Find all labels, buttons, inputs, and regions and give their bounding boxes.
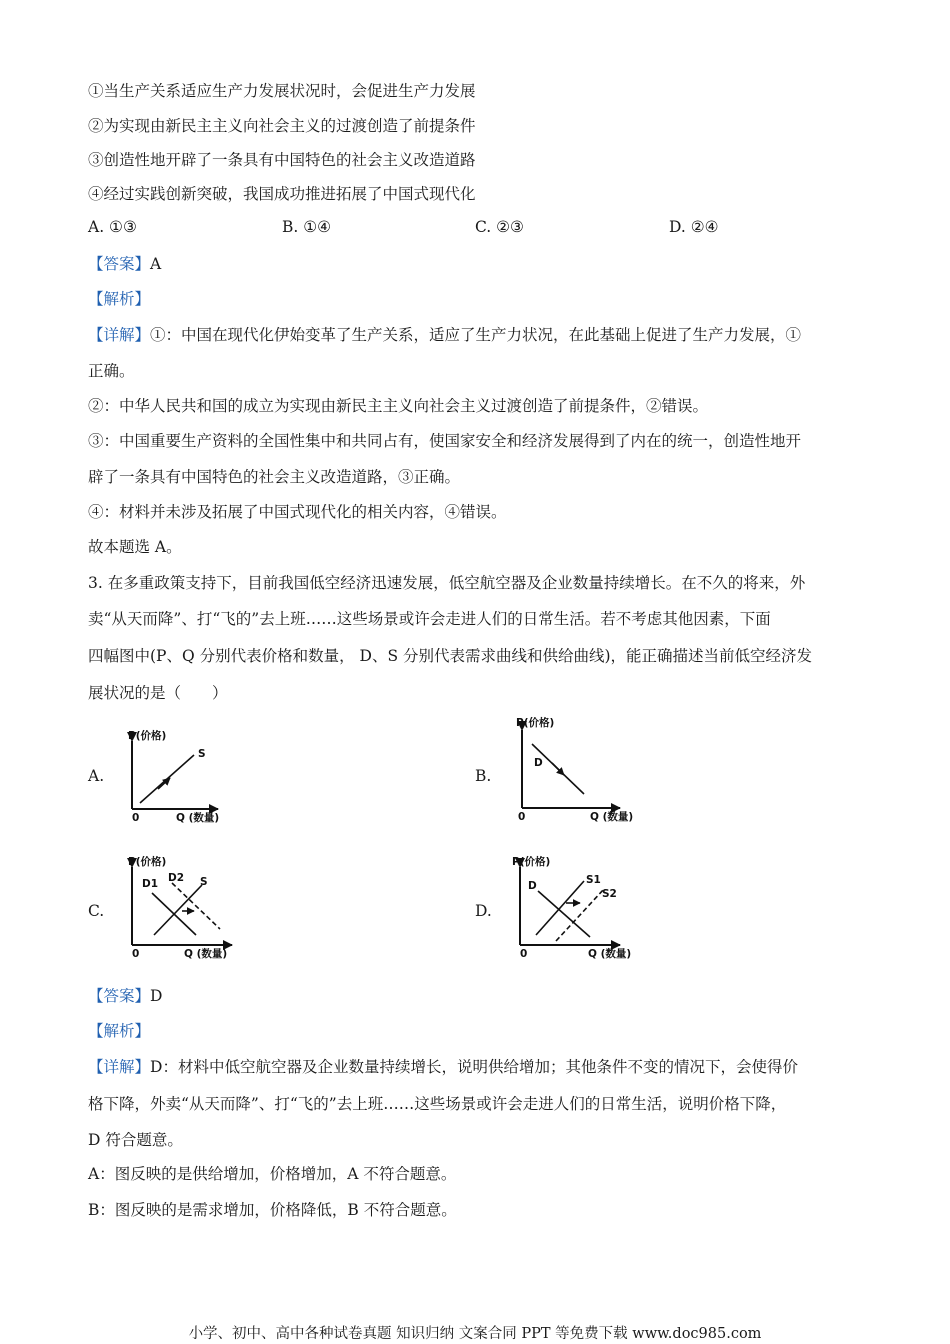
graph-c-curve-d2: D2: [168, 872, 185, 884]
graph-d-p-axis-label: P(价格): [512, 856, 551, 868]
q3-answer: [88, 985, 162, 1007]
q2-answer: [88, 253, 161, 275]
graph-a-supply-curve: [140, 755, 194, 803]
answer-value: D: [150, 987, 163, 1005]
graph-c-d2-curve: [172, 883, 220, 929]
graph-c-q-axis-label: Q (数量): [184, 948, 228, 960]
answer-tag: 【答案】: [88, 255, 151, 273]
graph-a-q-axis-label: Q (数量): [176, 812, 220, 824]
detail-tag: 【详解】: [88, 1058, 151, 1076]
q2-detail-5: 辟了一条具有中国特色的社会主义改造道路，③正确。: [88, 468, 461, 486]
q2-item-4: ④经过实践创新突破，我国成功推进拓展了中国式现代化: [88, 185, 476, 203]
q2-option-d: D. ②④: [669, 218, 719, 236]
q2-option-b: B. ①④: [282, 218, 332, 236]
graph-d-curve-d: D: [528, 880, 537, 892]
q3-stem-1: 3. 在多重政策支持下，目前我国低空经济迅速发展，低空航空器及企业数量持续增长。在不久的将来，外: [88, 574, 806, 592]
graph-d-demand-curve: [538, 891, 590, 937]
graph-c-s-curve: [154, 885, 202, 935]
graph-b: [508, 714, 653, 826]
graph-b-label: B.: [475, 767, 492, 785]
graph-b-origin: 0: [518, 811, 526, 823]
answer-tag: 【答案】: [88, 987, 151, 1005]
graph-d-curve-s2: S2: [602, 888, 617, 900]
graph-c-curve-s: S: [200, 876, 208, 888]
q3-detail-3: D 符合题意。: [88, 1131, 183, 1149]
detail-tag: 【详解】: [88, 326, 151, 344]
graph-d-q-axis-label: Q (数量): [588, 948, 632, 960]
q3-detail-4: A：图反映的是供给增加，价格增加，A 不符合题意。: [88, 1165, 457, 1183]
q2-detail-2: 正确。: [88, 362, 135, 380]
q2-item-2: ②为实现由新民主主义向社会主义的过渡创造了前提条件: [88, 117, 476, 135]
q3-stem-4: 展状况的是（ ）: [88, 684, 228, 702]
q3-stem-2: 卖“从天而降”、打“飞的”去上班……这些场景或许会走进人们的日常生活。若不考虑其他因素，下面: [88, 610, 771, 628]
graph-c-curve-d1: D1: [142, 878, 159, 890]
q3-stem-3: 四幅图中(P、Q 分别代表价格和数量， D、S 分别代表需求曲线和供给曲线)，能正确描述当前低空经济发: [88, 647, 813, 665]
analysis-tag: 【解析】: [88, 290, 151, 308]
detail-text: D：材料中低空航空器及企业数量持续增长，说明供给增加；其他条件不变的情况下，会使得价: [150, 1058, 798, 1076]
q2-item-3: ③创造性地开辟了一条具有中国特色的社会主义改造道路: [88, 151, 476, 169]
graph-c: [122, 853, 262, 963]
graph-a-label: A.: [88, 767, 105, 785]
graph-c-p-axis-label: P(价格): [128, 856, 167, 868]
q3-detail-2: 格下降，外卖“从天而降”、打“飞的”去上班……这些场景或许会走进人们的日常生活，说明价格下降，: [88, 1095, 787, 1113]
graph-b-p-axis-label: P(价格): [516, 717, 555, 729]
graph-d-origin: 0: [520, 948, 528, 960]
q2-option-a: A. ①③: [88, 218, 137, 236]
q2-analysis: [88, 288, 150, 310]
graph-a: [118, 727, 258, 827]
q2-detail-4: ③：中国重要生产资料的全国性集中和共同占有，使国家安全和经济发展得到了内在的统一，创造性地开: [88, 432, 802, 450]
q2-detail-3: ②：中华人民共和国的成立为实现由新民主主义向社会主义过渡创造了前提条件，②错误。: [88, 397, 709, 415]
analysis-tag: 【解析】: [88, 1022, 151, 1040]
q2-conclusion: 故本题选 A。: [88, 538, 182, 556]
graph-b-q-axis-label: Q (数量): [590, 811, 634, 823]
q2-detail-1: [88, 324, 801, 346]
graph-b-arrow: [552, 763, 564, 775]
q3-detail-5: B：图反映的是需求增加，价格降低，B 不符合题意。: [88, 1201, 457, 1219]
page-footer: 小学、初中、高中各种试卷真题 知识归纳 文案合同 PPT 等免费下载 www.doc985.com: [188, 1326, 762, 1342]
graph-a-origin: 0: [132, 812, 140, 824]
graph-d: [508, 853, 653, 963]
q3-analysis: [88, 1020, 150, 1042]
q2-options: [88, 218, 868, 240]
graph-d-label: D.: [475, 902, 492, 920]
detail-text: ①：中国在现代化伊始变革了生产关系，适应了生产力状况，在此基础上促进了生产力发展，①: [150, 326, 802, 344]
graph-c-label: C.: [88, 902, 105, 920]
answer-value: A: [150, 255, 162, 273]
graph-c-origin: 0: [132, 948, 140, 960]
graph-d-s2-curve: [556, 889, 604, 941]
graph-d-s1-curve: [536, 881, 584, 935]
q2-detail-6: ④：材料并未涉及拓展了中国式现代化的相关内容，④错误。: [88, 503, 507, 521]
graph-d-curve-s1: S1: [586, 874, 601, 886]
graph-a-p-axis-label: P(价格): [128, 730, 167, 742]
graph-b-curve-d: D: [534, 757, 543, 769]
graph-a-curve-s: S: [198, 748, 206, 760]
graph-a-arrow: [158, 778, 170, 789]
q3-detail-1: [88, 1056, 798, 1078]
q2-option-c: C. ②③: [475, 218, 524, 236]
q2-item-1: ①当生产关系适应生产力发展状况时，会促进生产力发展: [88, 82, 476, 100]
